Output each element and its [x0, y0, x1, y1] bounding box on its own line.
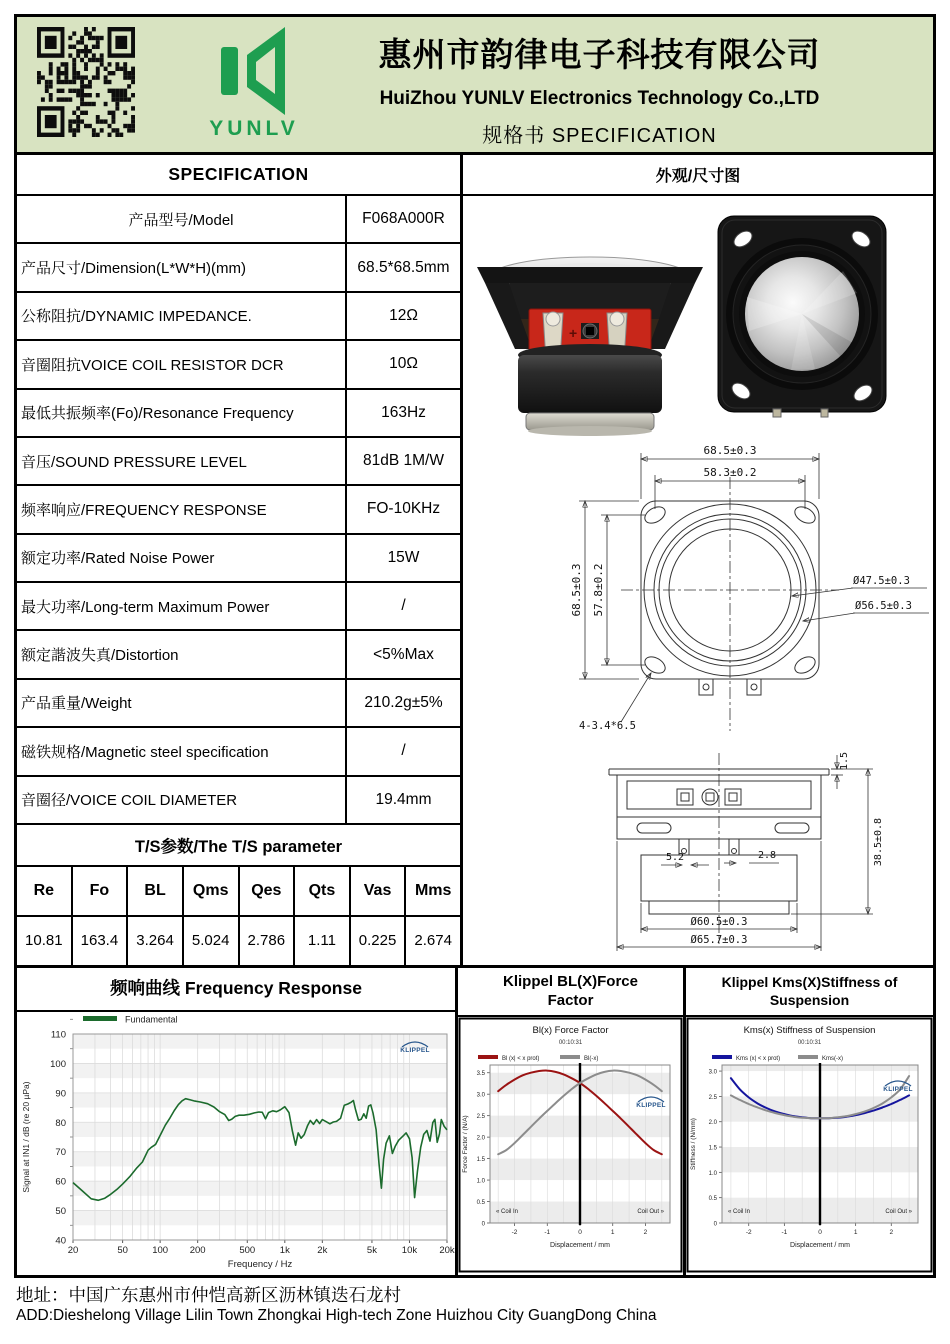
kms-stiffness-panel — [686, 968, 933, 1275]
spec-row — [17, 583, 460, 631]
dim-total-height: 38.5±0.8 — [873, 817, 884, 867]
svg-text:2.0: 2.0 — [476, 1135, 485, 1142]
spec-row-value: 15W — [387, 548, 420, 566]
dim-magnet-diameter: Ø60.5±0.3 — [690, 916, 748, 928]
svg-text:Coil Out »: Coil Out » — [885, 1209, 912, 1215]
appearance-title: 外观/尺寸图 — [463, 155, 933, 196]
ts-header-cell: Mms — [406, 867, 460, 917]
svg-text:+: + — [569, 325, 578, 341]
dim-surround-diameter: Ø56.5±0.3 — [855, 600, 912, 612]
doc-type-title: 规格书 SPECIFICATION — [482, 125, 717, 147]
svg-text:1.5: 1.5 — [476, 1157, 485, 1164]
spec-row — [17, 390, 460, 438]
spec-row-label: 频率响应/FREQUENCY RESPONSE — [17, 486, 347, 532]
spec-row-label: 产品型号/Model — [17, 196, 347, 242]
svg-text:1: 1 — [610, 1229, 615, 1236]
svg-text:KLIPPEL: KLIPPEL — [400, 1047, 430, 1054]
svg-text:« Coil In: « Coil In — [728, 1209, 751, 1215]
svg-text:100: 100 — [50, 1058, 66, 1070]
speaker-side-photo — [469, 247, 711, 445]
ts-value-cell: 2.786 — [240, 917, 296, 965]
spec-row-value: 19.4mm — [375, 790, 432, 808]
ts-value-cell: 10.81 — [17, 917, 73, 965]
ts-header-cell: BL — [128, 867, 184, 917]
spec-row — [17, 293, 460, 341]
speaker-front-photo — [715, 213, 889, 418]
bl-panel-title: Klippel BL(X)Force Factor — [458, 968, 683, 1017]
spec-row — [17, 341, 460, 389]
svg-text:3.5: 3.5 — [476, 1071, 485, 1078]
svg-text:Bl(-x): Bl(-x) — [584, 1056, 599, 1062]
spec-row-label: 最低共振频率(Fo)/Resonance Frequency — [17, 390, 347, 436]
svg-text:3.0: 3.0 — [476, 1092, 485, 1099]
svg-text:Force Factor / (N/A): Force Factor / (N/A) — [462, 1115, 469, 1173]
svg-text:Fundamental: Fundamental — [125, 1014, 178, 1025]
frequency-response-chart — [17, 1012, 455, 1273]
svg-text:00:10:31: 00:10:31 — [797, 1040, 822, 1046]
svg-text:-1: -1 — [544, 1229, 551, 1236]
spec-row-value: F068A000R — [362, 210, 445, 228]
company-name-cn: 惠州市韵律电子科技有限公司 — [378, 36, 821, 73]
ts-header-cell: Qms — [184, 867, 240, 917]
spec-row-label: 产品尺寸/Dimension(L*W*H)(mm) — [17, 244, 347, 290]
speaker-logo-icon — [215, 25, 301, 115]
svg-text:KLIPPEL: KLIPPEL — [636, 1102, 666, 1109]
svg-text:10k: 10k — [401, 1245, 418, 1256]
ts-header-cell: Qts — [295, 867, 351, 917]
ts-value-cell: 3.264 — [128, 917, 184, 965]
document-frame — [14, 14, 936, 1278]
svg-text:2: 2 — [643, 1229, 648, 1236]
svg-text:2.0: 2.0 — [708, 1120, 717, 1127]
appearance-panel — [463, 155, 933, 965]
spec-rows — [17, 196, 460, 825]
spec-row-value: / — [401, 742, 406, 760]
ts-header-row — [17, 867, 460, 917]
svg-text:Displacement / mm: Displacement / mm — [790, 1242, 850, 1249]
spec-row-value: <5%Max — [373, 645, 434, 663]
svg-text:Kms(-x): Kms(-x) — [822, 1056, 843, 1062]
ts-values-row — [17, 917, 460, 965]
svg-text:1: 1 — [853, 1229, 858, 1236]
charts-section — [17, 965, 933, 1275]
svg-text:0: 0 — [818, 1229, 822, 1236]
logo-text: YUNLV — [209, 117, 299, 140]
spec-row-value: 163Hz — [381, 403, 426, 421]
dim-lug-left: 5.2 — [665, 852, 685, 863]
ts-value-cell: 0.225 — [351, 917, 407, 965]
svg-text:Bl (x| < x prot): Bl (x| < x prot) — [502, 1056, 540, 1062]
svg-text:-2: -2 — [511, 1229, 518, 1236]
spec-row — [17, 244, 460, 292]
kms-stiffness-chart — [686, 1017, 933, 1273]
svg-text:80: 80 — [55, 1117, 66, 1129]
company-name-en: HuiZhou YUNLV Electronics Technology Co.,LTD — [379, 88, 820, 109]
spec-row-label: 音圈阻抗VOICE COIL RESISTOR DCR — [17, 341, 347, 387]
svg-text:40: 40 — [55, 1235, 66, 1247]
ts-value-cell: 2.674 — [414, 932, 452, 950]
spec-row-label: 公称阻抗/DYNAMIC IMPEDANCE. — [17, 293, 347, 339]
front-dimension-drawing — [563, 435, 929, 737]
spec-row-label: 额定諧波失真/Distortion — [17, 631, 347, 677]
svg-text:Signal at IN1 / dB (re 20 µPa): Signal at IN1 / dB (re 20 µPa) — [21, 1081, 31, 1193]
spec-row-value: 81dB 1M/W — [363, 452, 444, 470]
kms-panel-title: Klippel Kms(X)Stiffness of Suspension — [686, 968, 933, 1017]
spec-row — [17, 196, 460, 244]
svg-text:100: 100 — [152, 1245, 169, 1256]
ts-header-cell: Fo — [73, 867, 129, 917]
svg-text:70: 70 — [55, 1147, 66, 1159]
svg-text:2.5: 2.5 — [708, 1094, 717, 1101]
dim-height-holes: 57.8±0.2 — [592, 563, 605, 617]
svg-text:110: 110 — [50, 1029, 66, 1041]
side-dimension-drawing — [579, 739, 909, 957]
spec-row-value: 12Ω — [389, 306, 418, 324]
ts-value-cell: 163.4 — [73, 917, 129, 965]
address-cn: 地址：中国广东惠州市仲恺高新区沥林镇迭石龙村 — [16, 1285, 401, 1305]
svg-text:Stiffness / (N/mm): Stiffness / (N/mm) — [690, 1118, 697, 1170]
svg-text:Coil Out »: Coil Out » — [637, 1209, 664, 1215]
svg-text:Frequency / Hz: Frequency / Hz — [227, 1259, 293, 1270]
bl-force-factor-panel — [458, 968, 686, 1275]
svg-text:50: 50 — [55, 1206, 66, 1218]
svg-text:20: 20 — [67, 1245, 79, 1256]
svg-text:2: 2 — [889, 1229, 894, 1236]
svg-text:-2: -2 — [745, 1229, 752, 1236]
fr-panel-title: 频响曲线 Frequency Response — [17, 968, 455, 1012]
spec-row-label: 音圈径/VOICE COIL DIAMETER — [17, 777, 347, 823]
header — [17, 17, 933, 155]
svg-text:« Coil In: « Coil In — [496, 1209, 519, 1215]
svg-text:0.5: 0.5 — [476, 1200, 485, 1207]
svg-text:5k: 5k — [366, 1245, 377, 1256]
frequency-response-panel — [17, 968, 458, 1275]
spec-row-value: 210.2g±5% — [364, 693, 443, 711]
svg-text:KLIPPEL: KLIPPEL — [883, 1086, 913, 1093]
specification-table — [17, 155, 463, 965]
ts-value-cell: 1.11 — [295, 917, 351, 965]
svg-text:-1: -1 — [781, 1229, 788, 1236]
svg-text:1.0: 1.0 — [708, 1170, 717, 1177]
svg-text:0: 0 — [481, 1221, 485, 1228]
spec-table-title: SPECIFICATION — [17, 155, 460, 196]
spec-row — [17, 535, 460, 583]
spec-row-value: FO-10KHz — [366, 500, 441, 518]
spec-row-label: 产品重量/Weight — [17, 680, 347, 726]
ts-header-cell: Vas — [351, 867, 407, 917]
spec-row — [17, 631, 460, 679]
ts-table-title: T/S参数/The T/S parameter — [17, 825, 460, 867]
svg-text:20k: 20k — [439, 1245, 455, 1256]
ts-value-cell: 5.024 — [184, 917, 240, 965]
dim-height-outer: 68.5±0.3 — [570, 563, 583, 617]
spec-row — [17, 728, 460, 776]
svg-text:Bl(x) Force Factor: Bl(x) Force Factor — [532, 1025, 609, 1036]
ts-header-cell: Re — [17, 867, 73, 917]
header-titles — [317, 17, 882, 152]
svg-text:2.5: 2.5 — [476, 1114, 485, 1121]
dim-cone-diameter: Ø47.5±0.3 — [853, 575, 910, 587]
svg-text:3.0: 3.0 — [708, 1069, 717, 1076]
spec-row — [17, 680, 460, 728]
qr-code — [37, 27, 135, 137]
dim-frame-diameter: Ø65.7±0.3 — [690, 934, 748, 946]
svg-text:0.5: 0.5 — [708, 1196, 717, 1203]
ts-header-cell: Qes — [240, 867, 296, 917]
spec-row-value: 68.5*68.5mm — [357, 258, 450, 276]
svg-text:1k: 1k — [279, 1245, 290, 1256]
svg-text:Displacement / mm: Displacement / mm — [550, 1242, 610, 1249]
svg-text:500: 500 — [239, 1245, 256, 1256]
spec-row-label: 额定功率/Rated Noise Power — [17, 535, 347, 581]
svg-text:0: 0 — [578, 1229, 582, 1236]
dim-width-outer: 68.5±0.3 — [703, 444, 757, 457]
spec-row — [17, 777, 460, 825]
spec-row-value: / — [401, 597, 406, 615]
dim-flange-thickness: 1.5 — [839, 751, 850, 771]
bl-force-factor-chart — [458, 1017, 683, 1273]
spec-row-label: 最大功率/Long-term Maximum Power — [17, 583, 347, 629]
dim-lug-right: 2.8 — [757, 850, 777, 861]
svg-text:90: 90 — [55, 1088, 66, 1100]
spec-row — [17, 438, 460, 486]
svg-text:50: 50 — [117, 1245, 128, 1256]
svg-text:1.0: 1.0 — [476, 1178, 485, 1185]
spec-row — [17, 486, 460, 534]
dim-mounting-holes: 4-3.4*6.5 — [579, 720, 636, 732]
svg-text:200: 200 — [189, 1245, 206, 1256]
svg-text:Kms(x) Stiffness of Suspension: Kms(x) Stiffness of Suspension — [743, 1025, 876, 1036]
svg-text:0: 0 — [713, 1221, 717, 1228]
svg-text:00:10:31: 00:10:31 — [558, 1040, 583, 1046]
spec-row-value: 10Ω — [389, 355, 418, 373]
svg-text:1.5: 1.5 — [708, 1145, 717, 1152]
svg-text:60: 60 — [55, 1176, 66, 1188]
spec-row-label: 磁铁规格/Magnetic steel specification — [17, 728, 347, 774]
svg-text:2k: 2k — [317, 1245, 328, 1256]
dim-width-holes: 58.3±0.2 — [703, 466, 757, 479]
address-en: ADD:Dieshelong Village Lilin Town Zhongkai High-tech Zone Huizhou City GuangDong China — [16, 1307, 657, 1324]
svg-text:Kms (x| < x prot): Kms (x| < x prot) — [736, 1056, 781, 1062]
spec-row-label: 音压/SOUND PRESSURE LEVEL — [17, 438, 347, 484]
